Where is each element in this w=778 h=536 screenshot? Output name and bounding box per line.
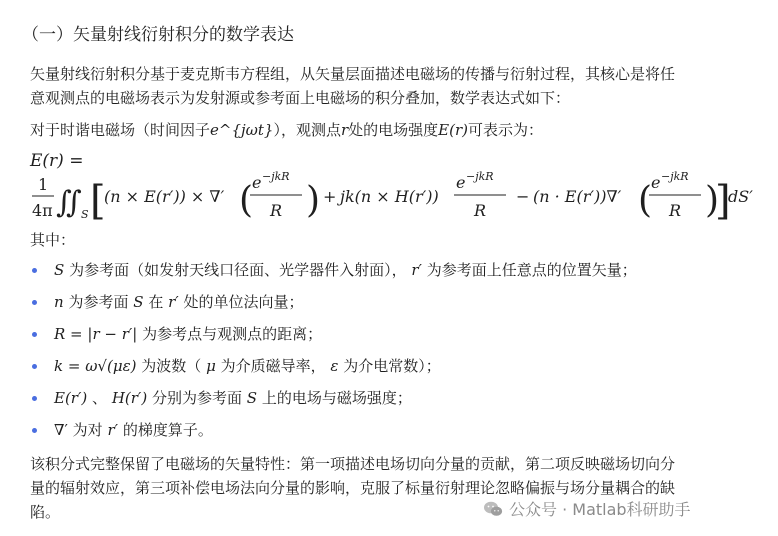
formula-lhs: E(r) = [30,151,84,171]
intro-line-2: 意观测点的电磁场表示为发射源或参考面上电磁场的积分叠加，数学表达式如下： [30,89,571,107]
intro-paragraph [30,62,675,110]
def-math: S [54,261,65,279]
harmonic-sentence [30,118,543,142]
field-symbol: E(r) [438,121,468,139]
paren-open-3: ( [638,180,653,221]
def-text-2: 为介质磁导率， [220,357,326,375]
where-label: 其中： [30,231,76,249]
paren-close-3: ) [705,180,720,221]
exp-1-den: R [270,201,283,220]
summary-line-2: 量的辐射效应，第三项补偿电场法向分量的影响，克服了标量衍射理论忽略偏振与场分量耦合的缺 [30,479,676,497]
term-3: (n · E(r′))∇′ [533,187,622,206]
list-item [30,354,637,386]
watermark-text: 公众号 · Matlab科研助手 [509,500,691,519]
harmonic-text-1: 对于时谐电磁场（时间因子 [30,121,211,139]
def-text: 为参考面（如发射天线口径面、光学器件入射面）， [69,261,407,279]
def-text: 为对 [72,421,103,439]
term-1: (n × E(r′)) × ∇′ [104,187,225,206]
def-math-2: r′ [411,261,422,279]
list-item [30,322,637,354]
list-item [30,290,637,322]
def-math-3: r′ [168,293,179,311]
harmonic-text-3: 处的电场强度 [348,121,439,139]
summary-line-3: 陷。 [30,503,61,521]
exp-3-den: R [669,201,682,220]
list-item [30,258,637,290]
term-2: jk(n × H(r′)) [340,187,439,206]
formula-frac-den: 4π [32,201,53,220]
list-item [30,418,637,450]
def-text-3: 为介电常数）； [343,357,441,375]
integral-subscript: S [81,208,89,221]
def-math-2: S [133,293,144,311]
harmonic-text-2: ），观测点 [273,121,341,139]
def-math: E(r′) [54,389,88,407]
exp-3-power: −jkR [661,170,689,183]
right-bracket: ] [715,178,731,224]
summary-line-1: 该积分式完整保留了电磁场的矢量特性：第一项描述电场切向分量的贡献，第二项反映磁场切向分 [30,455,676,473]
section-heading: （一）矢量射线衍射积分的数学表达 [22,25,294,45]
def-text-3: 上的电场与磁场强度； [261,389,412,407]
time-factor: e^{jωt} [210,121,274,139]
minus-sign: − [516,187,530,206]
double-integral-sign: ∬ [56,185,82,220]
def-math: ∇′ [54,421,68,439]
exp-2-base: e [456,173,466,192]
exp-1-base: e [252,173,262,192]
plus-sign: + [323,187,337,206]
def-text: 为波数（ [141,357,202,375]
formula-frac-num: 1 [38,175,49,194]
def-text: 、 [92,389,108,407]
def-math-2: H(r′) [111,389,148,407]
diffraction-formula [30,150,760,228]
left-bracket: [ [90,178,106,224]
def-math-2: μ [206,357,216,375]
def-text-2: 在 [148,293,164,311]
intro-line-1: 矢量射线衍射积分基于麦克斯韦方程组，从矢量层面描述电磁场的传播与衍射过程，其核心是将任 [30,65,676,83]
def-math-2: r′ [107,421,119,439]
exp-1-power: −jkR [262,170,290,183]
paren-open-1: ( [239,180,254,221]
definition-list [30,258,637,450]
paren-close-1: ) [306,180,321,221]
harmonic-text-4: 可表示为： [468,121,544,139]
list-item [30,386,637,418]
def-math-3: ε [330,357,339,375]
def-text: 为参考面 [68,293,129,311]
def-text-2: 的梯度算子。 [122,421,213,439]
def-text-2: 分别为参考面 [151,389,242,407]
wechat-icon [483,500,503,518]
def-math-3: S [246,389,258,407]
def-text-2: 为参考面上任意点的位置矢量； [426,261,637,279]
exp-3-base: e [651,173,661,192]
def-math: n [54,293,64,311]
observation-point: r [340,121,349,139]
watermark [483,497,691,520]
def-math: R = |r − r′| [54,325,138,343]
exp-2-den: R [474,201,487,220]
surface-element: dS′ [728,187,753,206]
def-math: k = ω√(με) [54,357,137,375]
def-text: 为参考点与观测点的距离； [142,325,323,343]
exp-2-power: −jkR [466,170,494,183]
def-text-3: 处的单位法向量； [183,293,304,311]
